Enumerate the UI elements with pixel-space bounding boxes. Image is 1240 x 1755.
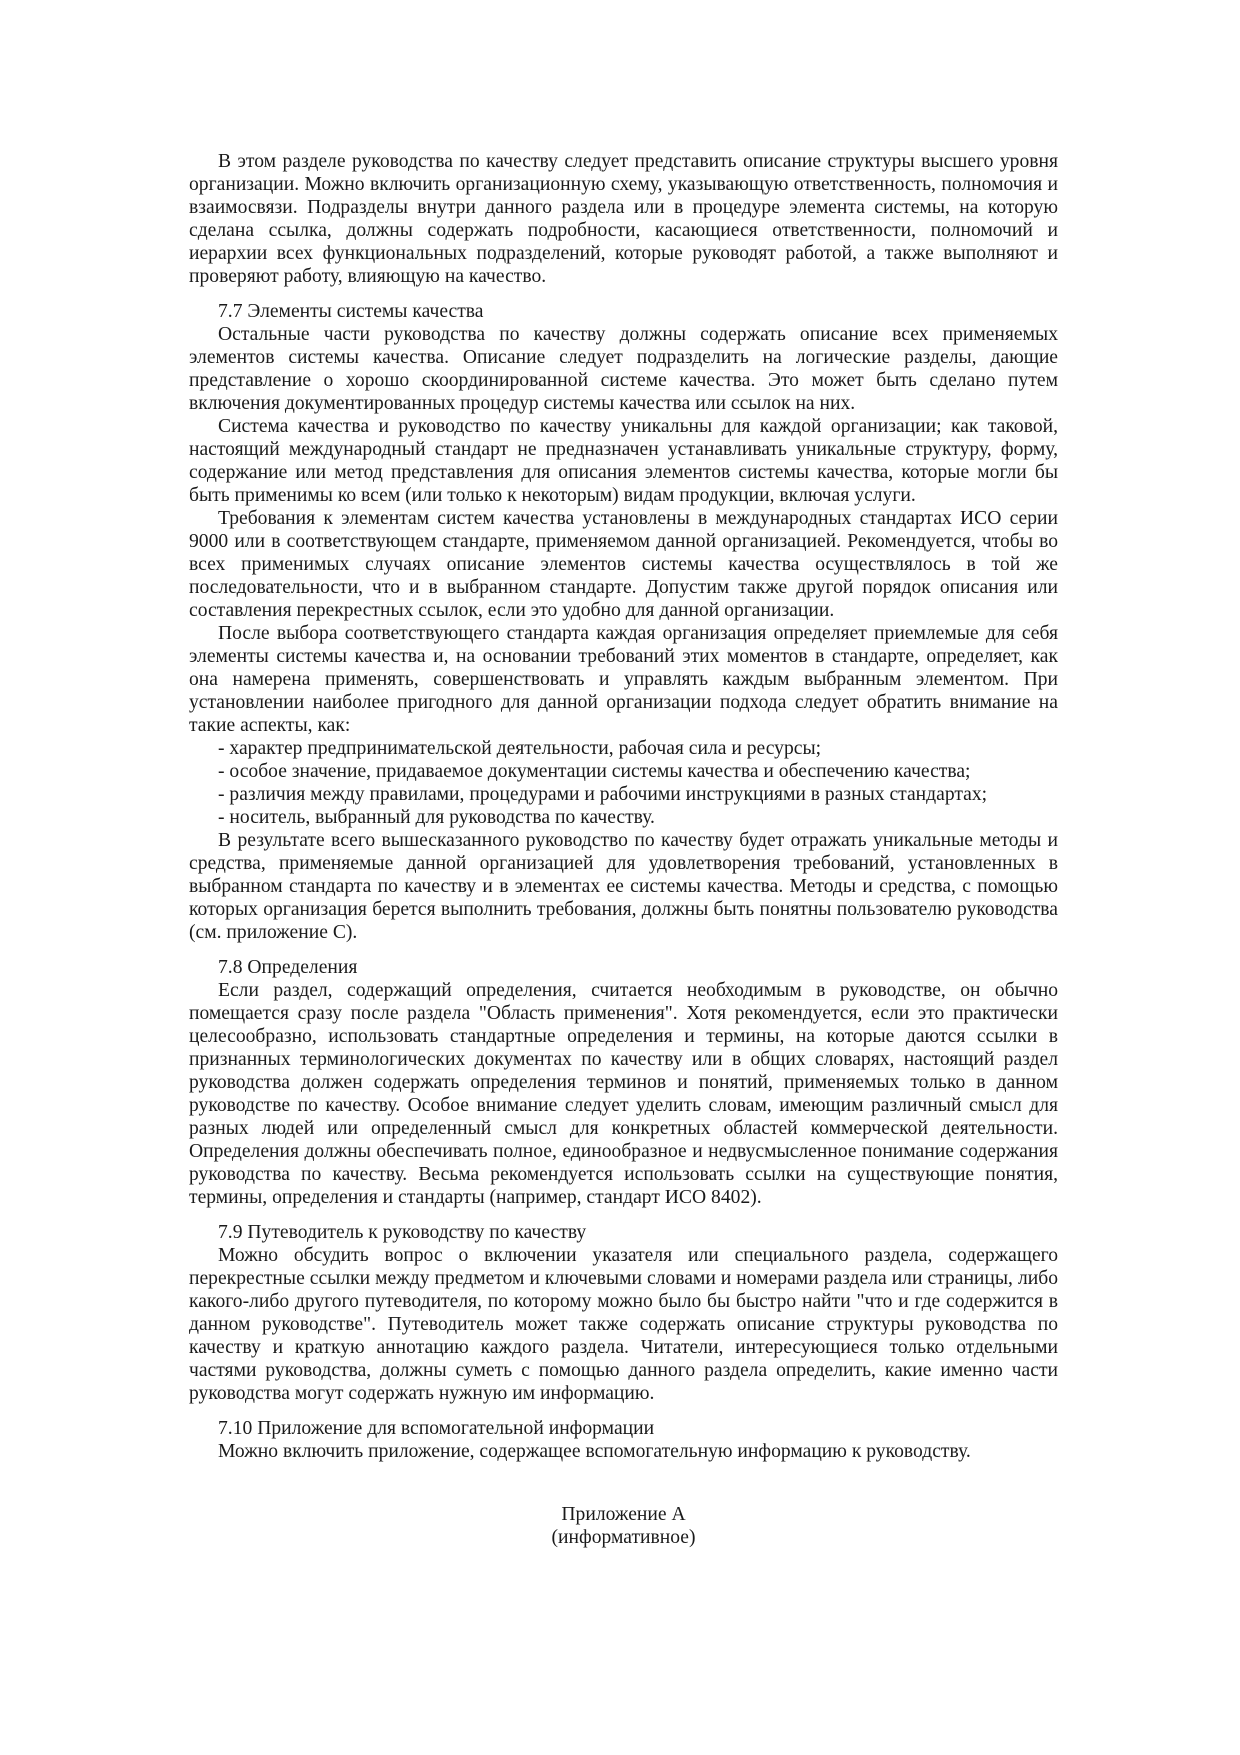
paragraph: Остальные части руководства по качеству должны содержать описание всех применяемых элементов системы качества. Описание следует подразделить на логические разделы, дающие представление о хорошо скоординированной системе качества. Это может быть сделано путем включения документированных процедур системы качества или ссылок на них. — [189, 324, 1058, 414]
paragraph: Можно обсудить вопрос о включении указателя или специального раздела, содержащего перекрестные ссылки между предметом и ключевыми словами и номерами раздела или страницы, либо какого-либо другого путеводителя, по которому можно было бы быстро найти "что и где содержится в данном руководстве". Путеводитель может также содержать описание структуры руководства по качеству и краткую аннотацию каждого раздела. Читатели, интересующиеся только отдельными частями руководства, должны суметь с помощью данного раздела определить, какие именно части руководства могут содержать нужную им информацию. — [189, 1245, 1058, 1404]
list-item: - различия между правилами, процедурами и рабочими инструкциями в разных стандартах; — [218, 784, 988, 805]
paragraph: Требования к элементам систем качества установлены в международных стандартах ИСО серии 9000 или в соответствующем стандарте, применяемом данной организацией. Рекомендуется, чтобы во всех применимых случаях описание элементов системы качества осуществлялось в той же последовательности, что и в выбранном стандарте. Допустим также другой порядок описания или составления перекрестных ссылок, если это удобно для данной организации. — [189, 508, 1058, 621]
heading-7-7: 7.7 Элементы системы качества — [218, 301, 484, 322]
list-item: - особое значение, придаваемое документации системы качества и обеспечению качества; — [218, 761, 971, 782]
appendix-heading — [189, 1503, 1058, 1549]
paragraph-structure: В этом разделе руководства по качеству следует представить описание структуры высшего уровня организации. Можно включить организационную схему, указывающую ответственность, полномочия и взаимосвязи. Подразделы внутри данного раздела или в процедуре элемента системы, на которую сделана ссылка, должны содержать подробности, касающиеся ответственности, полномочий и иерархии всех функциональных подразделений, которые руководят работой, а также выполняют и проверяют работу, влияющую на качество. — [189, 151, 1058, 287]
appendix-subtitle: (информативное) — [551, 1527, 696, 1548]
heading-7-9: 7.9 Путеводитель к руководству по качеству — [218, 1222, 587, 1243]
paragraph: Можно включить приложение, содержащее вспомогательную информацию к руководству. — [218, 1441, 971, 1462]
paragraph: После выбора соответствующего стандарта каждая организация определяет приемлемые для себя элементы системы качества и, на основании требований этих моментов в стандарте, определяет, как она намерена применять, совершенствовать и управлять каждым выбранным элементом. При установлении наиболее пригодного для данной организации подхода следует обратить внимание на такие аспекты, как: — [189, 623, 1058, 736]
paragraph: Система качества и руководство по качеству уникальны для каждой организации; как таковой, настоящий международный стандарт не предназначен устанавливать уникальные структуру, форму, содержание или метод представления для описания элементов системы качества, которые могли бы быть применимы ко всем (или только к некоторым) видам продукции, включая услуги. — [189, 416, 1058, 506]
list-item: - характер предпринимательской деятельности, рабочая сила и ресурсы; — [218, 738, 822, 759]
appendix-title: Приложение А — [561, 1504, 686, 1525]
heading-7-8: 7.8 Определения — [218, 957, 358, 978]
heading-7-10: 7.10 Приложение для вспомогательной информации — [218, 1418, 655, 1439]
paragraph: В результате всего вышесказанного руководство по качеству будет отражать уникальные методы и средства, применяемые данной организацией для удовлетворения требований, установленных в выбранном стандарта по качеству и в элементах ее системы качества. Методы и средства, с помощью которых организация берется выполнить требования, должны быть понятны пользователю руководства (см. приложение С). — [189, 830, 1058, 943]
paragraph: Если раздел, содержащий определения, считается необходимым в руководстве, он обычно помещается сразу после раздела "Область применения". Хотя рекомендуется, если это практически целесообразно, использовать стандартные определения и термины, на которые даются ссылки в признанных терминологических документах по качеству или в общих словарях, настоящий раздел руководства должен содержать определения терминов и понятий, применяемых только в данном руководстве по качеству. Особое внимание следует уделить словам, имеющим различный смысл для разных людей или определенный смысл для конкретных областей коммерческой деятельности. Определения должны обеспечивать полное, единообразное и недвусмысленное понимание содержания руководства по качеству. Весьма рекомендуется использовать ссылки на существующие понятия, термины, определения и стандарты (например, стандарт ИСО 8402). — [189, 980, 1058, 1208]
document-page — [189, 150, 1058, 1549]
list-item: - носитель, выбранный для руководства по качеству. — [218, 807, 655, 828]
